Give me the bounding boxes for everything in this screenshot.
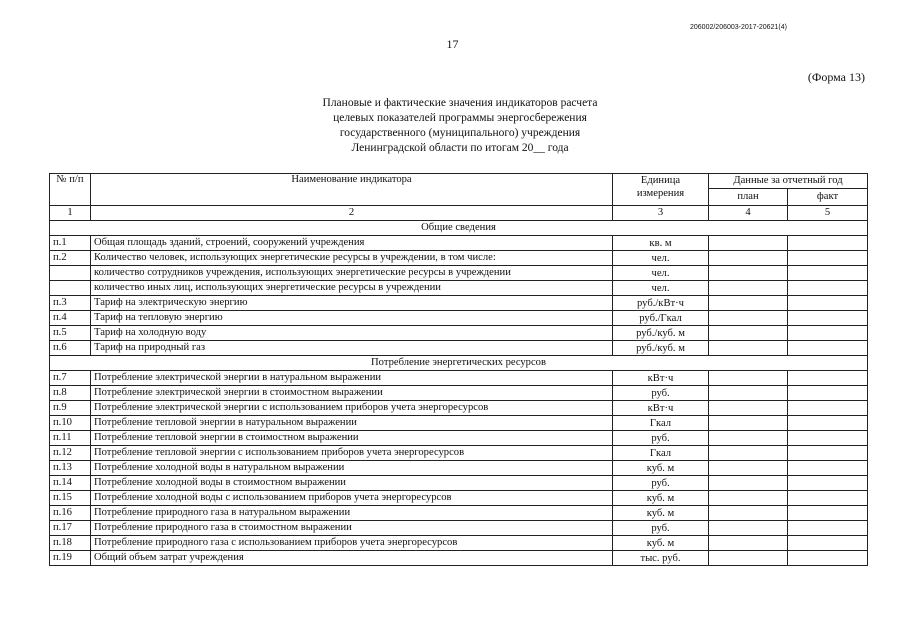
table-row — [50, 236, 868, 251]
unit-cell: кВт·ч — [613, 401, 709, 416]
fact-cell[interactable] — [788, 416, 868, 431]
fact-cell[interactable] — [788, 491, 868, 506]
row-number: п.3 — [50, 296, 91, 311]
col-number: 1 — [50, 206, 91, 221]
unit-cell: руб./куб. м — [613, 326, 709, 341]
col-number: 3 — [613, 206, 709, 221]
row-number: п.7 — [50, 371, 91, 386]
header-plan: план — [709, 189, 788, 206]
fact-cell[interactable] — [788, 461, 868, 476]
document-id: 206002/206003-2017-20621(4) — [690, 24, 787, 31]
indicator-name: Потребление тепловой энергии в натуральном выражении — [91, 416, 613, 431]
table-row — [50, 521, 868, 536]
plan-cell[interactable] — [709, 236, 788, 251]
fact-cell[interactable] — [788, 386, 868, 401]
table-row — [50, 311, 868, 326]
header-fact: факт — [788, 189, 868, 206]
row-number: п.10 — [50, 416, 91, 431]
header-data: Данные за отчетный год — [709, 174, 868, 189]
indicator-name: Общая площадь зданий, строений, сооружений учреждения — [91, 236, 613, 251]
indicator-name: Общий объем затрат учреждения — [91, 551, 613, 566]
plan-cell[interactable] — [709, 371, 788, 386]
indicator-name: Тариф на природный газ — [91, 341, 613, 356]
unit-cell: кв. м — [613, 236, 709, 251]
header-name: Наименование индикатора — [91, 174, 613, 206]
col-number: 5 — [788, 206, 868, 221]
plan-cell[interactable] — [709, 536, 788, 551]
indicator-name: Потребление холодной воды в натуральном выражении — [91, 461, 613, 476]
table-row — [50, 551, 868, 566]
unit-cell: чел. — [613, 266, 709, 281]
row-number: п.8 — [50, 386, 91, 401]
fact-cell[interactable] — [788, 251, 868, 266]
table-row — [50, 371, 868, 386]
form-label: (Форма 13) — [807, 70, 865, 84]
fact-cell[interactable] — [788, 506, 868, 521]
indicator-name: Тариф на электрическую энергию — [91, 296, 613, 311]
column-number-row — [50, 206, 868, 221]
fact-cell[interactable] — [788, 446, 868, 461]
indicator-name: Количество человек, использующих энергетические ресурсы в учреждении, в том числе: — [91, 251, 613, 266]
section-row — [50, 356, 868, 371]
table-row — [50, 386, 868, 401]
table-row — [50, 431, 868, 446]
table-row — [50, 341, 868, 356]
fact-cell[interactable] — [788, 296, 868, 311]
unit-cell: тыс. руб. — [613, 551, 709, 566]
plan-cell[interactable] — [709, 341, 788, 356]
row-number: п.19 — [50, 551, 91, 566]
plan-cell[interactable] — [709, 386, 788, 401]
unit-cell: руб. — [613, 476, 709, 491]
fact-cell[interactable] — [788, 311, 868, 326]
table-body — [50, 221, 868, 566]
title-line: Плановые и фактические значения индикаторов расчета — [322, 97, 598, 109]
table-row — [50, 401, 868, 416]
table-row — [50, 476, 868, 491]
fact-cell[interactable] — [788, 551, 868, 566]
table-row — [50, 281, 868, 296]
unit-cell: чел. — [613, 281, 709, 296]
row-number: п.18 — [50, 536, 91, 551]
table-row — [50, 461, 868, 476]
fact-cell[interactable] — [788, 281, 868, 296]
fact-cell[interactable] — [788, 236, 868, 251]
plan-cell[interactable] — [709, 416, 788, 431]
indicator-name: Потребление природного газа с использованием приборов учета энергоресурсов — [91, 536, 613, 551]
section-title: Потребление энергетических ресурсов — [50, 356, 868, 371]
plan-cell[interactable] — [709, 311, 788, 326]
row-number: п.1 — [50, 236, 91, 251]
unit-cell: куб. м — [613, 536, 709, 551]
indicator-name: Потребление электрической энергии с использованием приборов учета энергоресурсов — [91, 401, 613, 416]
indicators-table — [49, 173, 868, 566]
header-unit: Единица измерения — [613, 174, 709, 206]
unit-cell: куб. м — [613, 461, 709, 476]
indicator-name: Тариф на холодную воду — [91, 326, 613, 341]
plan-cell[interactable] — [709, 461, 788, 476]
indicator-name: Потребление природного газа в стоимостном выражении — [91, 521, 613, 536]
indicator-name: количество сотрудников учреждения, использующих энергетические ресурсы в учреждении — [91, 266, 613, 281]
row-number: п.13 — [50, 461, 91, 476]
fact-cell[interactable] — [788, 536, 868, 551]
indicator-name: Потребление холодной воды с использованием приборов учета энергоресурсов — [91, 491, 613, 506]
fact-cell[interactable] — [788, 326, 868, 341]
plan-cell[interactable] — [709, 521, 788, 536]
row-number: п.9 — [50, 401, 91, 416]
unit-cell: куб. м — [613, 491, 709, 506]
indicator-name: Потребление тепловой энергии в стоимостном выражении — [91, 431, 613, 446]
table-row — [50, 296, 868, 311]
section-row — [50, 221, 868, 236]
fact-cell[interactable] — [788, 431, 868, 446]
fact-cell[interactable] — [788, 401, 868, 416]
unit-cell: руб. — [613, 521, 709, 536]
row-number: п.15 — [50, 491, 91, 506]
unit-cell: куб. м — [613, 506, 709, 521]
row-number — [50, 266, 91, 281]
title-line: целевых показателей программы энергосбережения — [333, 112, 587, 124]
document-title — [250, 96, 670, 156]
plan-cell[interactable] — [709, 431, 788, 446]
row-number — [50, 281, 91, 296]
table-row — [50, 416, 868, 431]
row-number: п.4 — [50, 311, 91, 326]
table-row — [50, 251, 868, 266]
plan-cell[interactable] — [709, 281, 788, 296]
unit-cell: руб. — [613, 386, 709, 401]
row-number: п.17 — [50, 521, 91, 536]
title-line: государственного (муниципального) учреждения — [339, 127, 581, 139]
row-number: п.11 — [50, 431, 91, 446]
row-number: п.6 — [50, 341, 91, 356]
table-row — [50, 506, 868, 521]
plan-cell[interactable] — [709, 476, 788, 491]
plan-cell[interactable] — [709, 251, 788, 266]
header-num: № п/п — [50, 174, 91, 206]
unit-cell: руб./Гкал — [613, 311, 709, 326]
plan-cell[interactable] — [709, 266, 788, 281]
row-number: п.5 — [50, 326, 91, 341]
plan-cell[interactable] — [709, 491, 788, 506]
table-row — [50, 536, 868, 551]
row-number: п.14 — [50, 476, 91, 491]
table-row — [50, 266, 868, 281]
unit-cell: чел. — [613, 251, 709, 266]
unit-cell: Гкал — [613, 416, 709, 431]
col-number: 4 — [709, 206, 788, 221]
fact-cell[interactable] — [788, 371, 868, 386]
col-number: 2 — [91, 206, 613, 221]
fact-cell[interactable] — [788, 476, 868, 491]
unit-cell: кВт·ч — [613, 371, 709, 386]
table-row — [50, 491, 868, 506]
unit-cell: руб. — [613, 431, 709, 446]
row-number: п.12 — [50, 446, 91, 461]
section-title: Общие сведения — [50, 221, 868, 236]
title-line: Ленинградской области по итогам 20__ года — [351, 142, 569, 154]
row-number: п.2 — [50, 251, 91, 266]
plan-cell[interactable] — [709, 326, 788, 341]
plan-cell[interactable] — [709, 446, 788, 461]
indicator-name: Потребление природного газа в натуральном выражении — [91, 506, 613, 521]
unit-cell: руб./кВт·ч — [613, 296, 709, 311]
indicator-name: Потребление холодной воды в стоимостном выражении — [91, 476, 613, 491]
page-number: 17 — [446, 37, 459, 51]
indicator-name: Потребление электрической энергии в натуральном выражении — [91, 371, 613, 386]
plan-cell[interactable] — [709, 401, 788, 416]
plan-cell[interactable] — [709, 551, 788, 566]
fact-cell[interactable] — [788, 521, 868, 536]
plan-cell[interactable] — [709, 506, 788, 521]
table-row — [50, 446, 868, 461]
indicator-name: Тариф на тепловую энергию — [91, 311, 613, 326]
fact-cell[interactable] — [788, 341, 868, 356]
plan-cell[interactable] — [709, 296, 788, 311]
unit-cell: Гкал — [613, 446, 709, 461]
indicator-name: Потребление электрической энергии в стоимостном выражении — [91, 386, 613, 401]
row-number: п.16 — [50, 506, 91, 521]
unit-cell: руб./куб. м — [613, 341, 709, 356]
indicator-name: количество иных лиц, использующих энергетические ресурсы в учреждении — [91, 281, 613, 296]
indicator-name: Потребление тепловой энергии с использованием приборов учета энергоресурсов — [91, 446, 613, 461]
table-row — [50, 326, 868, 341]
fact-cell[interactable] — [788, 266, 868, 281]
